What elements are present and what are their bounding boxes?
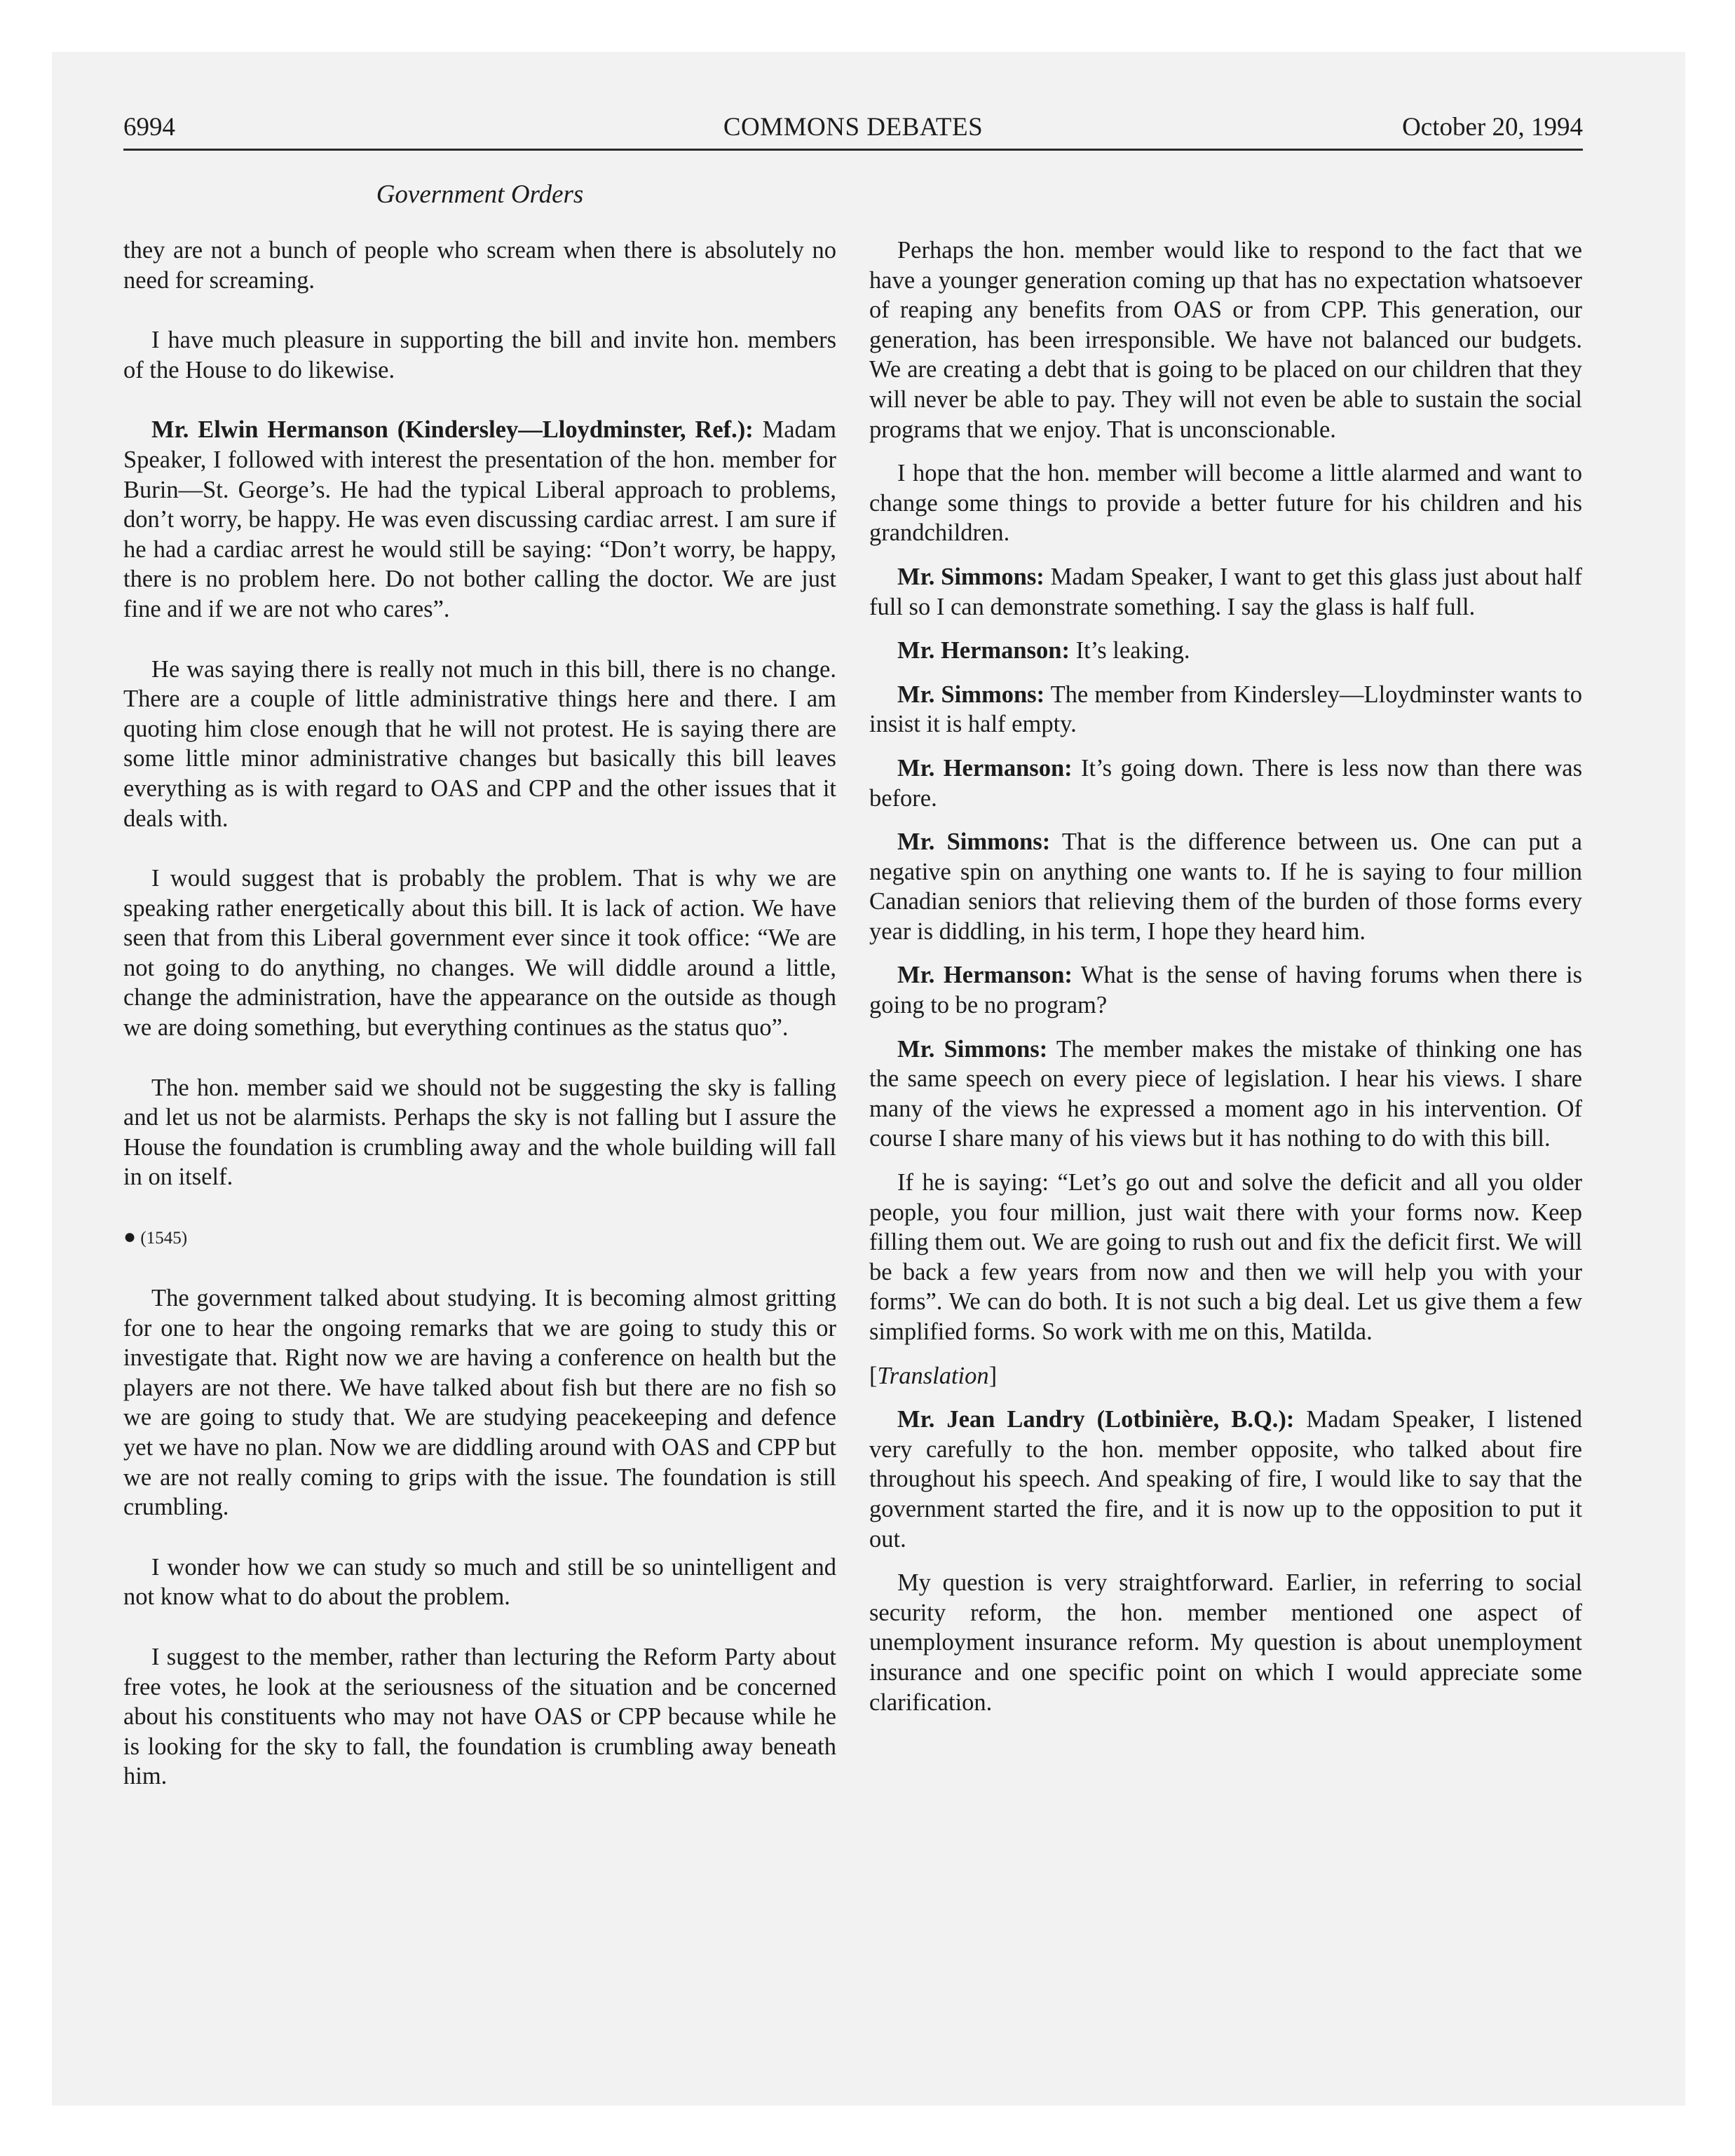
paragraph: I suggest to the member, rather than lecturing the Reform Party about free votes, he look at the seriousness of the situation and be concerned about his constituents who may not have OAS or CPP because while he is looking for the sky to fall, the foundation is crumbling away beneath him. <box>123 1643 836 1790</box>
time-stamp: (1545) <box>140 1229 188 1248</box>
speech-paragraph: Mr. Hermanson: It’s leaking. <box>897 637 1190 664</box>
speaker-name: Mr. Hermanson: <box>897 754 1073 782</box>
paragraph: I hope that the hon. member will become a little alarmed and want to change some things to provide a better future for his children and his grandchildren. <box>869 460 1582 547</box>
paragraph: The hon. member said we should not be suggesting the sky is falling and let us not be alarmists. Perhaps the sky is not falling but I assure the House the foundation is crumbling away and the whole building will fall in on itself. <box>123 1074 836 1191</box>
speech-paragraph: Mr. Jean Landry (Lotbinière, B.Q.): Madam Speaker, I listened very carefully to the hon. member opposite, who talked about fire throughout his speech. And speaking of fire, I would like to say that the government started the fire, and it is now up to the opposition to put it out. <box>869 1406 1582 1553</box>
header-rule <box>123 149 1583 151</box>
speaker-name: Mr. Hermanson: <box>897 637 1070 664</box>
section-heading: Government Orders <box>376 180 584 209</box>
speaker-name: Mr. Elwin Hermanson (Kindersley—Lloydminster, Ref.): <box>151 416 754 444</box>
paragraph: I wonder how we can study so much and still be so unintelligent and not know what to do about the problem. <box>123 1553 836 1611</box>
speaker-name: Mr. Hermanson: <box>897 962 1073 989</box>
speech-paragraph: Mr. Elwin Hermanson (Kindersley—Lloydminster, Ref.): Madam Speaker, I followed with interest the presentation of the hon. member for Burin—St. George’s. He had the typical Liberal approach to problems, don’t worry, be happy. He was even discussing cardiac arrest. I am sure if he had a cardiac arrest he would still be saying: “Don’t worry, be happy, there is no problem here. Do not bother calling the doctor. We are just fine and if we are not who cares”. <box>123 416 837 622</box>
speech-paragraph: Mr. Hermanson: What is the sense of having forums when there is going to be no program? <box>869 962 1582 1019</box>
speech-paragraph: Mr. Simmons: That is the difference between us. One can put a negative spin on anything one wants to. If he is saying to four million Canadian seniors that relieving them of the burden of those forms every year is diddling, in his term, I hope they heard him. <box>869 828 1582 945</box>
paragraph: I would suggest that is probably the problem. That is why we are speaking rather energetically about this bill. It is lack of action. We have seen that from this Liberal government ever since it took office: “We are not going to do anything, no changes. We will diddle around a little, change the administration, have the appearance on the outside as though we are doing something, but everything continues as the status quo”. <box>123 865 836 1042</box>
speaker-name: Mr. Simmons: <box>897 1035 1048 1063</box>
publication-title: COMMONS DEBATES <box>723 113 984 142</box>
paragraph: The government talked about studying. It is becoming almost gritting for one to hear the ongoing remarks that we are going to study this or investigate that. Right now we are having a conference on health but the players are not there. We have talked about fish but there are no fish so we are going to study that. We are studying peacekeeping and defence yet we have no plan. Now we are diddling around with OAS and CPP but we are not really coming to grips with the issue. The foundation is still crumbling. <box>123 1285 836 1521</box>
speaker-name: Mr. Simmons: <box>897 563 1045 590</box>
translation-tag: [Translation] <box>869 1362 998 1389</box>
paragraph: If he is saying: “Let’s go out and solve the deficit and all you older people, you four million, just wait there with your forms now. Keep filling them out. We are going to rush out and fix the deficit first. We will be back a few years from now and then we will help you with your forms”. We can do both. It is not such a big deal. Let us give them a few simplified forms. So work with me on this, Matilda. <box>869 1169 1582 1345</box>
speech-paragraph: Mr. Simmons: The member makes the mistake of thinking one has the same speech on every piece of legislation. I hear his views. I share many of the views he expressed a moment ago in his intervention. Of course I share many of his views but it has nothing to do with this bill. <box>869 1035 1583 1152</box>
issue-date: October 20, 1994 <box>1402 113 1583 142</box>
speech-paragraph: Mr. Hermanson: It’s going down. There is less now than there was before. <box>869 754 1583 812</box>
bullet-icon: ● <box>123 1225 137 1249</box>
time-marker <box>123 1222 836 1253</box>
paragraph: they are not a bunch of people who scream when there is absolutely no need for screaming. <box>123 237 836 294</box>
speaker-name: Mr. Simmons: <box>897 828 1051 856</box>
speaker-name: Mr. Simmons: <box>897 681 1045 708</box>
page-header <box>123 112 1583 149</box>
right-column <box>869 236 1582 1731</box>
left-column <box>123 236 836 1822</box>
paragraph: Perhaps the hon. member would like to respond to the fact that we have a younger generation coming up that has no expectation whatsoever of reaping any benefits from OAS or from CPP. This generation, our generation, has been irresponsible. We have not balanced our budgets. We are creating a debt that is going to be placed on our children that they will never be able to pay. They will not even be able to sustain the social programs that we enjoy. That is unconscionable. <box>869 237 1582 443</box>
paragraph: I have much pleasure in supporting the bill and invite hon. members of the House to do likewise. <box>123 327 836 383</box>
page-number: 6994 <box>123 113 175 142</box>
paragraph: My question is very straightforward. Earlier, in referring to social security reform, the hon. member mentioned one aspect of unemployment insurance reform. My question is about unemployment insurance and one specific point on which I would appreciate some clarification. <box>869 1569 1582 1716</box>
speech-paragraph: Mr. Simmons: Madam Speaker, I want to get this glass just about half full so I can demonstrate something. I say the glass is half full. <box>869 563 1583 620</box>
paragraph: He was saying there is really not much in this bill, there is no change. There are a couple of little administrative things here and there. I am quoting him close enough that he will not protest. He is saying there are some little minor administrative changes but basically this bill leaves everything as is with regard to OAS and CPP and the other issues that it deals with. <box>123 655 836 832</box>
speaker-name: Mr. Jean Landry (Lotbinière, B.Q.): <box>897 1406 1295 1433</box>
speech-paragraph: Mr. Simmons: The member from Kindersley—Lloydminster wants to insist it is half empty. <box>869 681 1582 738</box>
